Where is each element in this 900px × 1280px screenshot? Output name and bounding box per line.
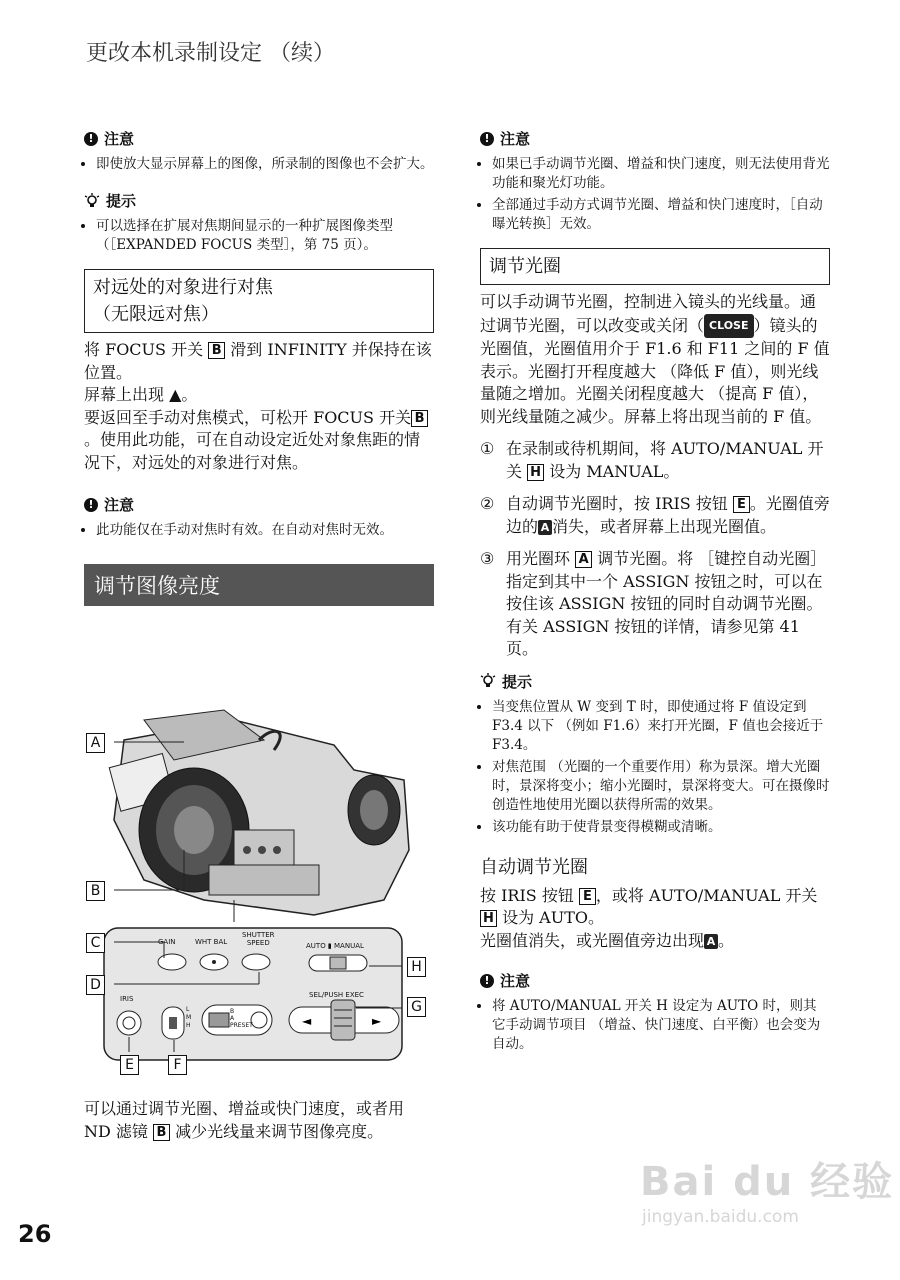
iris-body: 可以手动调节光圈，控制进入镜头的光线量。通过调节光圈，可以改变或关闭（ CLOSE ）镜头的光圈值，光圈值用介于 F1.6 和 F11 之间的 F 值表示。光圈打开程度越大 （降低 F 值），则光线量随之增加。光圈关闭程度越大 （提高 F 值），则光线量随之减少。屏幕上将出现当前的 F 值。 bbox=[480, 292, 830, 426]
key-label: E bbox=[733, 496, 750, 513]
diagram-label: B bbox=[86, 881, 105, 901]
iris-title: 调节光圈 bbox=[480, 248, 830, 285]
nd-filter-labels: L M H bbox=[186, 1006, 192, 1029]
shutter-speed-label: SHUTTER SPEED bbox=[242, 931, 275, 947]
key-label: H bbox=[527, 464, 544, 481]
right-column bbox=[480, 128, 830, 1057]
close-badge-icon: CLOSE bbox=[704, 314, 753, 339]
list-item: • 此功能仅在手动对焦时有效。在自动对焦时无效。 bbox=[96, 521, 434, 540]
diagram-label: E bbox=[120, 1055, 139, 1075]
infinity-focus-title: 对远处的对象进行对焦 （无限远对焦） bbox=[84, 269, 434, 333]
tip-list bbox=[84, 217, 434, 255]
page-header: 更改本机录制设定 （续） bbox=[86, 41, 335, 66]
lightbulb-icon bbox=[480, 673, 496, 689]
step-item: ① 在录制或待机期间，将 AUTO/MANUAL 开关 H 设为 MANUAL。 bbox=[480, 439, 824, 481]
diagram-label: D bbox=[86, 975, 105, 995]
page-number: 26 bbox=[18, 1220, 52, 1248]
brightness-body: 可以通过调节光圈、增益或快门速度，或者用 ND 滤镜 B 减少光线量来调节图像亮度。 bbox=[84, 1099, 405, 1141]
sel-push-label: SEL/PUSH EXEC bbox=[309, 991, 364, 999]
list-item: • 即使放大显示屏幕上的图像，所录制的图像也不会扩大。 bbox=[96, 155, 434, 174]
wb-memory-labels: B A PRESET bbox=[230, 1008, 253, 1029]
note-list bbox=[480, 155, 830, 234]
key-label: B bbox=[208, 342, 225, 359]
list-item: • 当变焦位置从 W 变到 T 时，即使通过将 F 值设定到 F3.4 以下 （例如 F1.6）来打开光圈，F 值也会接近于 F3.4。 bbox=[492, 698, 830, 755]
warning-icon: ! bbox=[480, 974, 494, 988]
key-label: B bbox=[411, 410, 428, 427]
warning-icon: ! bbox=[480, 132, 494, 146]
key-label: H bbox=[480, 910, 497, 927]
auto-manual-label: AUTO ▮ MANUAL bbox=[306, 942, 364, 950]
list-item: • 对焦范围 （光圈的一个重要作用）称为景深。增大光圈时，景深将变小；缩小光圈时，景深将变大。可在摄像时创造性地使用光圈以获得所需的效果。 bbox=[492, 758, 830, 815]
infinity-focus-body: 将 FOCUS 开关 B 滑到 INFINITY 并保持在该位置。 屏幕上出现 ▲。 要返回至手动对焦模式，可松开 FOCUS 开关 B。使用此功能，可在自动设定近处对象焦距的情况下，对远处的对象进行对焦。 bbox=[84, 340, 432, 472]
step-item: ③ 用光圈环 A 调节光圈。将 ［键控自动光圈］指定到其中一个 ASSIGN 按钮之时，可以在按住该 ASSIGN 按钮的同时自动调节光圈。有关 ASSIGN 按钮的详情，请参见第 41 页。 bbox=[480, 549, 827, 658]
key-label: E bbox=[579, 888, 596, 905]
warning-icon: ! bbox=[84, 132, 98, 146]
tip-heading: 提示 bbox=[480, 671, 830, 692]
key-label: A bbox=[575, 551, 592, 568]
lightbulb-icon bbox=[84, 193, 100, 209]
note-heading: ! 注意 bbox=[84, 494, 434, 515]
gain-label: GAIN bbox=[158, 938, 176, 946]
note-list bbox=[84, 155, 434, 174]
brightness-section-title: 调节图像亮度 bbox=[84, 564, 434, 606]
auto-iris-body: 按 IRIS 按钮 E ，或将 AUTO/MANUAL 开关 H 设为 AUTO。 光圈值消失，或光圈值旁边出现 A 。 bbox=[480, 885, 818, 950]
note-list bbox=[84, 521, 434, 540]
list-item: • 如果已手动调节光圈、增益和快门速度，则无法使用背光功能和聚光灯功能。 bbox=[492, 155, 830, 193]
note-heading: ! 注意 bbox=[480, 970, 830, 991]
list-item: • 将 AUTO/MANUAL 开关 H 设定为 AUTO 时，则其它手动调节项目 （增益、快门速度、白平衡）也会变为自动。 bbox=[492, 997, 830, 1054]
watermark-logo: Bai du 经验 bbox=[640, 1159, 895, 1205]
diagram-label: G bbox=[407, 997, 426, 1017]
diagram-label: H bbox=[407, 957, 426, 977]
list-item: • 全部通过手动方式调节光圈、增益和快门速度时，［自动曝光转换］无效。 bbox=[492, 196, 830, 234]
note-list bbox=[480, 997, 830, 1054]
wht-bal-label: WHT BAL bbox=[195, 938, 228, 946]
note-heading: ! 注意 bbox=[480, 128, 830, 149]
watermark-url: jingyan.baidu.com bbox=[642, 1207, 799, 1227]
steps-list bbox=[480, 438, 830, 661]
step-item: ② 自动调节光圈时，按 IRIS 按钮 E 。光圈值旁边的 A 消失，或者屏幕上出现光圈值。 bbox=[480, 494, 830, 536]
infinity-icon: ▲ bbox=[169, 385, 182, 404]
camcorder-diagram bbox=[84, 700, 434, 1080]
left-column bbox=[84, 128, 434, 606]
svg-text:►: ► bbox=[372, 1014, 382, 1028]
list-item: • 该功能有助于使背景变得模糊或清晰。 bbox=[492, 818, 830, 837]
auto-badge-icon: A bbox=[538, 520, 552, 535]
iris-label: IRIS bbox=[120, 995, 134, 1003]
warning-icon: ! bbox=[84, 498, 98, 512]
list-item: • 可以选择在扩展对焦期间显示的一种扩展图像类型 （［EXPANDED FOCUS 类型］，第 75 页）。 bbox=[96, 217, 434, 255]
auto-iris-title: 自动调节光圈 bbox=[480, 856, 588, 878]
tip-list bbox=[480, 698, 830, 837]
tip-heading: 提示 bbox=[84, 190, 434, 211]
diagram-label: A bbox=[86, 733, 105, 753]
camcorder-illustration bbox=[84, 700, 434, 1080]
key-label: B bbox=[153, 1124, 170, 1141]
note-heading: ! 注意 bbox=[84, 128, 434, 149]
diagram-label: F bbox=[168, 1055, 187, 1075]
diagram-label: C bbox=[86, 933, 105, 953]
auto-badge-icon: A bbox=[704, 934, 718, 949]
svg-text:◄: ◄ bbox=[302, 1014, 312, 1028]
watermark bbox=[640, 1150, 894, 1227]
